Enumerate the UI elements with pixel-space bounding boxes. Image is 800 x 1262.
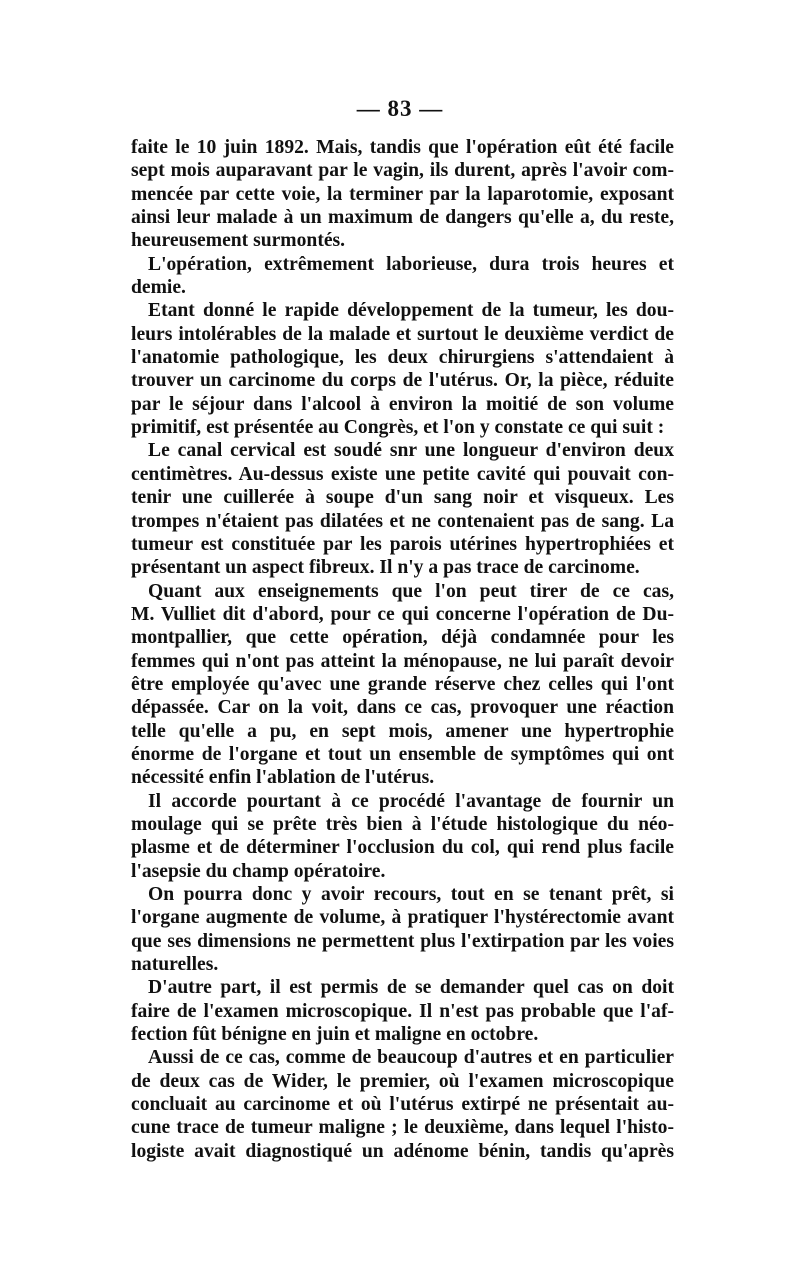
text-line: l'organe augmente de volume, à pratiquer l'hystérectomie avant	[131, 907, 674, 929]
text-line: l'anatomie pathologique, les deux chirurgiens s'attendaient à	[131, 347, 674, 369]
text-line: présentant un aspect fibreux. Il n'y a pas trace de carcinome.	[131, 557, 640, 579]
text-line: Aussi de ce cas, comme de beaucoup d'autres et en particulier	[148, 1047, 674, 1069]
body-text	[131, 136, 674, 1163]
text-line: faire de l'examen microscopique. Il n'est pas probable que l'af-	[131, 1000, 674, 1022]
text-line: être employée qu'avec une grande réserve chez celles qui l'ont	[131, 673, 674, 695]
text-line: trouver un carcinome du corps de l'utérus. Or, la pièce, réduite	[131, 370, 674, 392]
text-line: trompes n'étaient pas dilatées et ne contenaient pas de sang. La	[131, 510, 674, 532]
text-line: énorme de l'organe et tout un ensemble de symptômes qui ont	[131, 743, 674, 765]
text-line: L'opération, extrêmement laborieuse, dura trois heures et	[148, 253, 674, 275]
text-line: de deux cas de Wider, le premier, où l'examen microscopique	[131, 1070, 674, 1092]
paragraph	[131, 439, 674, 579]
paragraph	[131, 580, 674, 790]
text-line: cune trace de tumeur maligne ; le deuxième, dans lequel l'histo-	[131, 1117, 674, 1139]
text-line: leurs intolérables de la malade et surtout le deuxième verdict de	[131, 323, 674, 345]
text-line: D'autre part, il est permis de se demander quel cas on doit	[148, 977, 674, 999]
text-line: Le canal cervical est soudé snr une longueur d'environ deux	[148, 440, 674, 462]
text-line: nécessité enfin l'ablation de l'utérus.	[131, 767, 435, 789]
text-line: femmes qui n'ont pas atteint la ménopause, ne lui paraît devoir	[131, 650, 674, 672]
paragraph	[131, 1046, 674, 1163]
text-line: faite le 10 juin 1892. Mais, tandis que l'opération eût été facile	[131, 137, 674, 158]
paragraph	[131, 883, 674, 976]
text-line: telle qu'elle a pu, en sept mois, amener une hypertrophie	[131, 720, 674, 742]
text-line: Quant aux enseignements que l'on peut tirer de ce cas,	[148, 580, 674, 602]
text-line: moulage qui se prête très bien à l'étude histologique du néo-	[131, 813, 674, 835]
text-line: M. Vulliet dit d'abord, pour ce qui concerne l'opération de Du-	[131, 603, 674, 625]
text-line: centimètres. Au-dessus existe une petite cavité qui pouvait con-	[131, 463, 674, 485]
text-line: tenir une cuillerée à soupe d'un sang noir et visqueux. Les	[131, 487, 674, 509]
text-line: sept mois auparavant par le vagin, ils durent, après l'avoir com-	[131, 160, 674, 182]
text-line: Etant donné le rapide développement de la tumeur, les dou-	[148, 300, 674, 322]
paragraph	[131, 790, 674, 883]
text-line: fection fût bénigne en juin et maligne en octobre.	[131, 1024, 539, 1046]
text-line: par le séjour dans l'alcool à environ la moitié de son volume	[131, 393, 674, 415]
text-line: l'asepsie du champ opératoire.	[131, 860, 386, 882]
text-line: primitif, est présentée au Congrès, et l'on y constate ce qui suit :	[131, 417, 665, 439]
text-line: tumeur est constituée par les parois utérines hypertrophiées et	[131, 533, 674, 555]
text-line: demie.	[131, 277, 186, 299]
text-line: plasme et de déterminer l'occlusion du col, qui rend plus facile	[131, 837, 674, 859]
paragraph	[131, 136, 674, 253]
text-line: logiste avait diagnostiqué un adénome bénin, tandis qu'après	[131, 1140, 674, 1162]
text-line: naturelles.	[131, 954, 219, 976]
text-line: heureusement surmontés.	[131, 230, 346, 252]
text-line: ainsi leur malade à un maximum de dangers qu'elle a, du reste,	[131, 207, 674, 229]
text-line: concluait au carcinome et où l'utérus extirpé ne présentait au-	[131, 1094, 674, 1116]
text-line: que ses dimensions ne permettent plus l'extirpation par les voies	[131, 930, 674, 952]
text-line: montpallier, que cette opération, déjà condamnée pour les	[131, 627, 674, 649]
text-line: dépassée. Car on la voit, dans ce cas, provoquer une réaction	[131, 697, 674, 719]
page-number: — 83 —	[356, 96, 444, 121]
paragraph	[131, 299, 674, 439]
text-line: On pourra donc y avoir recours, tout en se tenant prêt, si	[148, 884, 674, 905]
paragraph	[131, 253, 674, 300]
paragraph	[131, 976, 674, 1046]
text-line: Il accorde pourtant à ce procédé l'avantage de fournir un	[148, 790, 674, 812]
text-line: mencée par cette voie, la terminer par la laparotomie, exposant	[131, 183, 674, 205]
